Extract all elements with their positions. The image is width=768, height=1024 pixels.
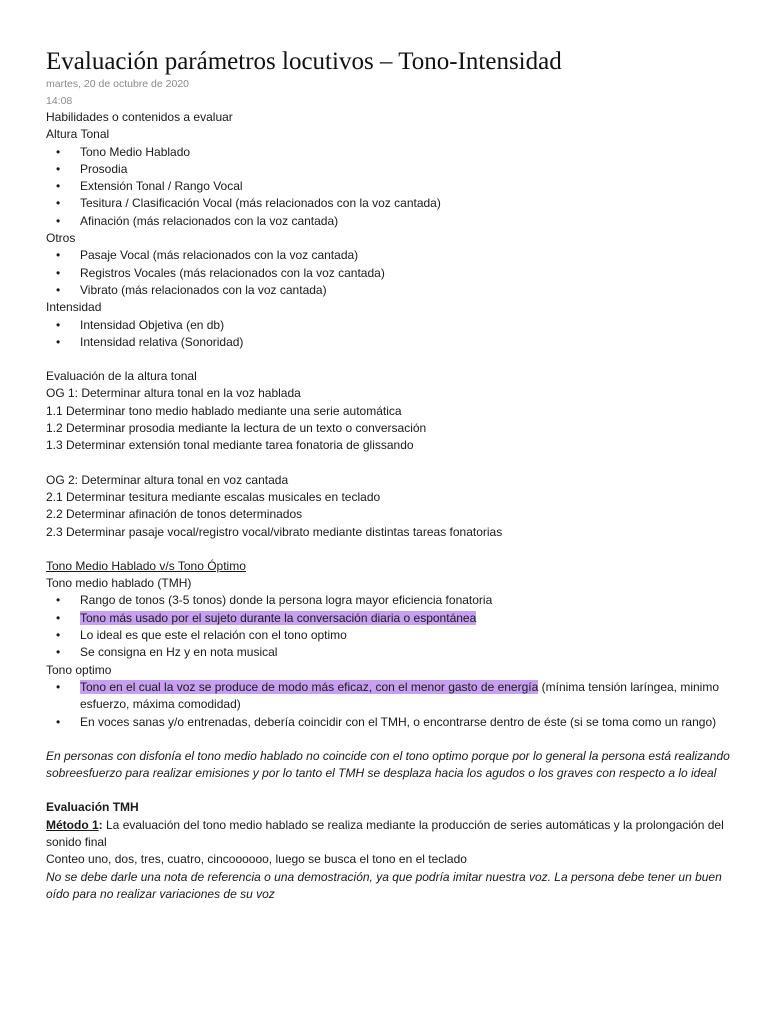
list-item: • Intensidad Objetiva (en db) [56,317,225,332]
altura-tonal-list [46,144,736,230]
tmh-list [46,592,736,661]
metodo-1-label: Método 1 [46,817,99,832]
conteo-line: Conteo uno, dos, tres, cuatro, cincoooooo, luego se busca el tono en el teclado [46,852,467,867]
subheading-intensidad: Intensidad [46,300,102,315]
list-item: • Tono Medio Hablado [56,144,191,159]
list-item: • Prosodia [56,161,128,176]
og1-line: 1.3 Determinar extensión tonal mediante tarea fonatoria de glissando [46,438,414,453]
list-item: • Afinación (más relacionados con la voz cantada) [56,213,339,228]
subheading-tmh: Tono medio hablado (TMH) [46,576,192,591]
page-date: martes, 20 de octubre de 2020 [46,78,190,90]
section-heading-eval-tmh: Evaluación TMH [46,800,139,815]
og2-line: 2.2 Determinar afinación de tonos determinados [46,507,303,522]
list-item: • Registros Vocales (más relacionados con la voz cantada) [56,265,385,280]
list-item: • Extensión Tonal / Rango Vocal [56,179,243,194]
section-heading-eval-altura: Evaluación de la altura tonal [46,369,197,384]
otros-list [46,247,736,299]
list-item: • En voces sanas y/o entrenadas, debería coincidir con el TMH, o encontrarse dentro de éste (si se toma como un rango) [56,714,717,729]
disfonia-note: En personas con disfonía el tono medio hablado no coincide con el tono optimo porque por lo general la persona está realizando sobreesfuerzo para realizar emisiones y por lo tanto el TMH se desplaza hacia los agudos o los graves con respecto a lo ideal [46,748,730,781]
subheading-altura-tonal: Altura Tonal [46,127,110,142]
list-item: • Se consigna en Hz y en nota musical [56,645,278,660]
document-page [46,0,736,903]
list-item: • Lo ideal es que este el relación con el tono optimo [56,628,347,643]
og2-line: OG 2: Determinar altura tonal en voz cantada [46,472,289,487]
page-time: 14:08 [46,95,73,107]
subheading-otros: Otros [46,231,76,246]
referencia-note: No se debe darle una nota de referencia o una demostración, ya que podría imitar nuestra voz. La persona debe tener un buen oído para no realizar variaciones de su voz [46,869,722,901]
list-item: • Rango de tonos (3-5 tonos) donde la persona logra mayor eficiencia fonatoria [56,593,493,608]
list-item: • Tesitura / Clasificación Vocal (más relacionados con la voz cantada) [56,196,441,211]
og1-line: 1.1 Determinar tono medio hablado mediante una serie automática [46,403,402,418]
list-item: • Tono en el cual la voz se produce de modo más eficaz, con el menor gasto de energía (mínima tensión laríngea, minimo esfuerzo, máxima comodidad) [56,679,720,712]
metodo-1-paragraph: Método 1: La evaluación del tono medio hablado se realiza mediante la producción de series automáticas y la prolongación del sonido final [46,817,724,849]
section-heading-habilidades: Habilidades o contenidos a evaluar [46,110,233,124]
list-item: • Vibrato (más relacionados con la voz cantada) [56,282,327,297]
list-item: • Intensidad relativa (Sonoridad) [56,334,244,349]
og2-line: 2.1 Determinar tesitura mediante escalas musicales en teclado [46,489,381,504]
section-heading-tmh-vs-optimo: Tono Medio Hablado v/s Tono Óptimo [46,558,246,573]
optimo-list [46,679,736,731]
og2-line: 2.3 Determinar pasaje vocal/registro vocal/vibrato mediante distintas tareas fonatorias [46,524,503,539]
highlighted-text: Tono en el cual la voz se produce de modo más eficaz, con el menor gasto de energía [80,679,539,694]
og1-line: 1.2 Determinar prosodia mediante la lectura de un texto o conversación [46,421,427,436]
intensidad-list [46,317,736,352]
og1-line: OG 1: Determinar altura tonal en la voz hablada [46,386,301,401]
subheading-tono-optimo: Tono optimo [46,662,112,677]
page-title: Evaluación parámetros locutivos – Tono-Intensidad [46,48,562,75]
list-item: • Pasaje Vocal (más relacionados con la voz cantada) [56,248,359,263]
list-item: • Tono más usado por el sujeto durante la conversación diaria o espontánea [56,610,477,625]
highlighted-text: Tono más usado por el sujeto durante la conversación diaria o espontánea [80,610,477,625]
